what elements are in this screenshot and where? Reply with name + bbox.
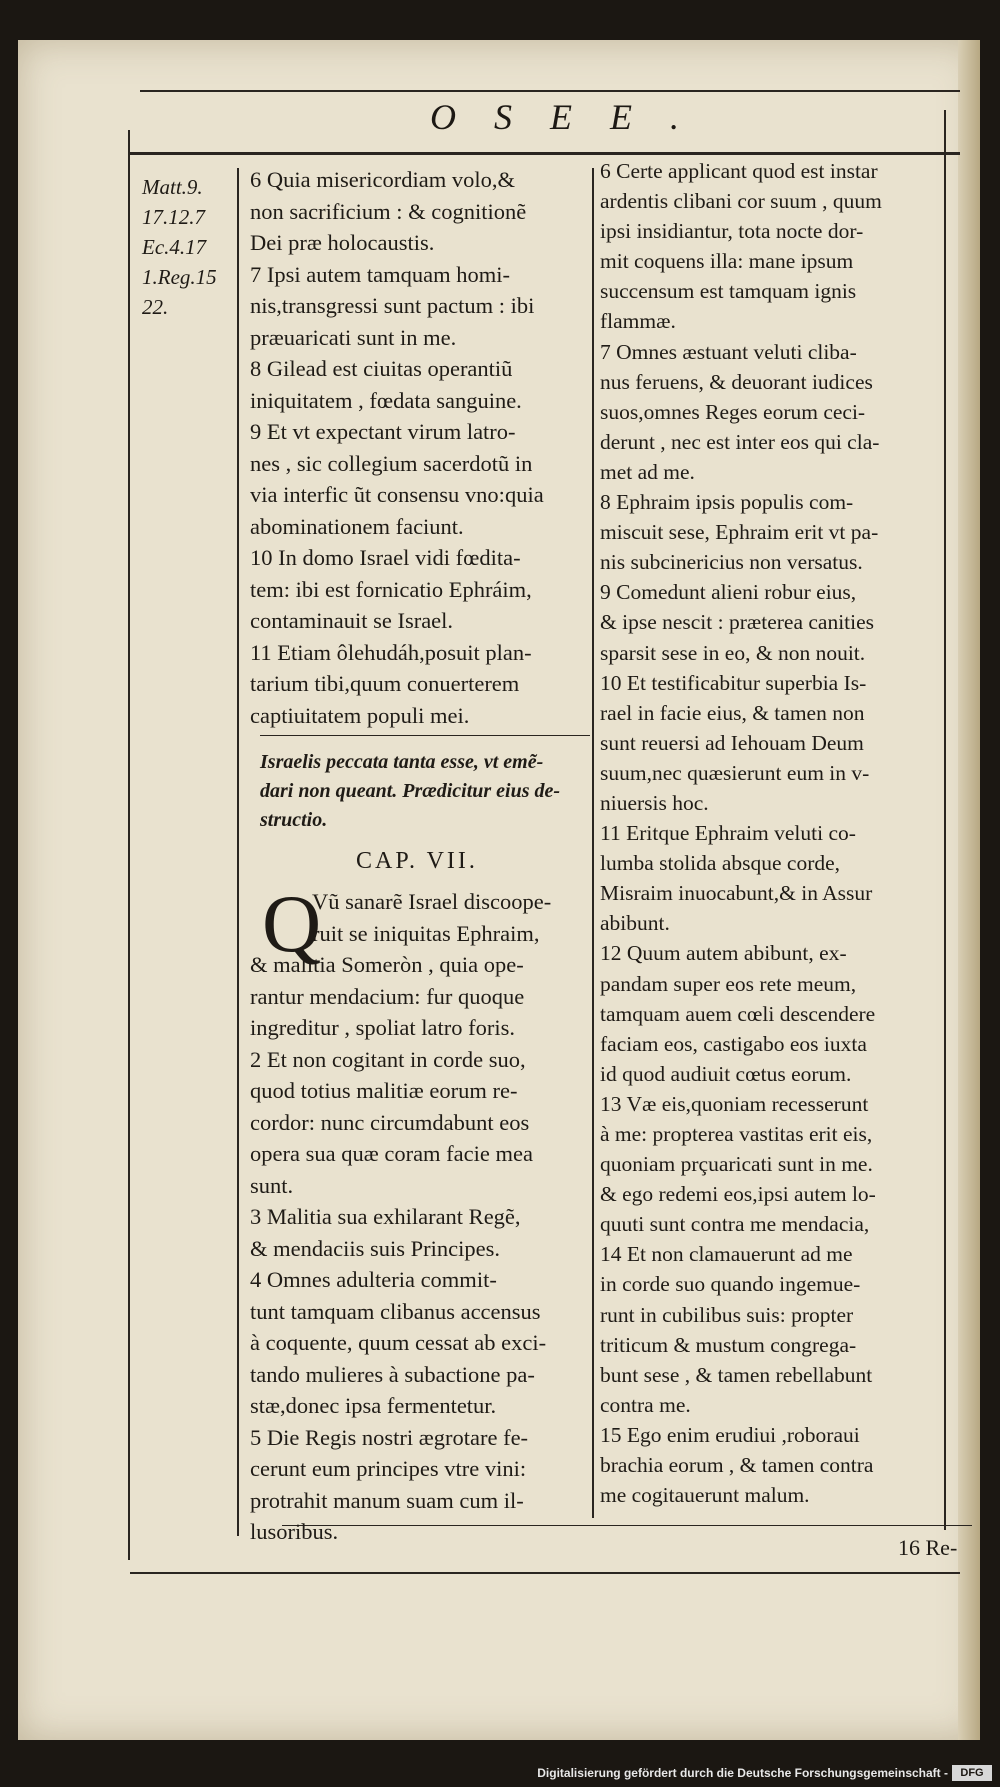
text-line: suos,omnes Reges eorum ceci- bbox=[600, 399, 866, 424]
column-divider bbox=[592, 168, 594, 1518]
right-column bbox=[600, 156, 945, 1510]
header-rule-bottom bbox=[130, 152, 960, 155]
text-line: & ego redemi eos,ipsi autem lo- bbox=[600, 1182, 876, 1207]
text-line: 7 Ipsi autem tamquam homi- bbox=[250, 261, 510, 287]
text-line: à coquente, quum cessat ab exci- bbox=[250, 1330, 547, 1355]
margin-ref: 17.12.7 bbox=[142, 205, 205, 229]
text-line: lumba stolida absque corde, bbox=[600, 851, 841, 876]
text-line: 6 Quia misericordiam volo,& bbox=[250, 167, 515, 192]
text-line: quuti sunt contra me mendacia, bbox=[600, 1212, 870, 1237]
text-line: opera sua quæ coram facie mea bbox=[250, 1141, 533, 1166]
text-line: niuersis hoc. bbox=[600, 790, 709, 815]
text-line: 11 Etiam ôlehudáh,posuit plan- bbox=[250, 639, 532, 665]
margin-ref: Ec.4.17 bbox=[142, 235, 207, 259]
text-line: quoniam prçuaricati sunt in me. bbox=[600, 1152, 873, 1177]
text-line: ardentis clibani cor suum , quum bbox=[600, 189, 882, 214]
text-line: 11 Eritque Ephraim veluti co- bbox=[600, 821, 856, 846]
text-line: contra me. bbox=[600, 1392, 691, 1417]
text-line: 2 Et non cogitant in corde suo, bbox=[250, 1046, 526, 1072]
text-line: nes , sic collegium sacerdotũ in bbox=[250, 450, 533, 476]
text-line: rael in facie eius, & tamen non bbox=[600, 700, 865, 725]
text-line: Vũ sanarẽ Israel discoope- bbox=[312, 889, 552, 914]
text-line: quod totius malitiæ eorum re- bbox=[250, 1078, 518, 1103]
text-line: sunt reuersi ad Iehouam Deum bbox=[600, 730, 864, 755]
text-line: triticum & mustum congrega- bbox=[600, 1332, 857, 1357]
text-line: tamquam auem cœli descendere bbox=[600, 1001, 876, 1026]
margin-ref: Matt.9. bbox=[142, 175, 203, 199]
catchword: 16 Re- bbox=[898, 1535, 958, 1560]
text-line: nus feruens, & deuorant iudices bbox=[600, 369, 873, 394]
text-line: miscuit sese, Ephraim erit vt pa- bbox=[600, 520, 879, 545]
text-line: 8 Ephraim ipsis populis com- bbox=[600, 490, 854, 515]
text-line: Misraim inuocabunt,& in Assur bbox=[600, 881, 873, 906]
text-line: ingreditur , spoliat latro foris. bbox=[250, 1015, 515, 1040]
marginal-references bbox=[142, 172, 230, 322]
text-line: 9 Comedunt alieni robur eius, bbox=[600, 580, 857, 605]
text-line: 15 Ego enim erudiui ,roboraui bbox=[600, 1422, 860, 1447]
text-line: tando mulieres à subactione pa- bbox=[250, 1361, 535, 1387]
text-line: 12 Quum autem abibunt, ex- bbox=[600, 941, 847, 966]
text-line: succensum est tamquam ignis bbox=[600, 279, 857, 304]
margin-ref: 22. bbox=[142, 295, 169, 319]
text-line: contaminauit se Israel. bbox=[250, 608, 454, 633]
text-line: abibunt. bbox=[600, 911, 670, 936]
text-line: 4 Omnes adulteria commit- bbox=[250, 1267, 497, 1292]
text-line: lusoribus. bbox=[250, 1519, 339, 1544]
running-head: OSEE. bbox=[430, 97, 717, 137]
text-line: via interfic ũt consensu vno:quia bbox=[250, 482, 544, 507]
text-line: sunt. bbox=[250, 1172, 294, 1198]
text-line: ruit se iniquitas Ephraim, bbox=[312, 920, 540, 946]
text-line: rantur mendacium: fur quoque bbox=[250, 983, 525, 1009]
text-line: non sacrificium : & cognitionẽ bbox=[250, 198, 527, 224]
text-line: præuaricati sunt in me. bbox=[250, 324, 457, 350]
text-line: brachia eorum , & tamen contra bbox=[600, 1453, 874, 1478]
margin-ref: 1.Reg.15 bbox=[142, 265, 217, 289]
footer-credit: Digitalisierung gefördert durch die Deutsche Forschungsgemeinschaft - bbox=[537, 1766, 948, 1780]
text-line: id quod audiuit cœtus eorum. bbox=[600, 1061, 852, 1086]
text-line: suum,nec quæsierunt eum in v- bbox=[600, 760, 870, 785]
text-line: ipsi insidiantur, tota nocte dor- bbox=[600, 219, 864, 244]
text-line: me cogitauerunt malum. bbox=[600, 1483, 810, 1508]
text-line: abominationem faciunt. bbox=[250, 513, 464, 539]
text-line: iniquitatem , fœdata sanguine. bbox=[250, 387, 522, 413]
drop-cap: Q bbox=[262, 878, 322, 969]
summary-line: structio. bbox=[260, 809, 328, 831]
margin-rule bbox=[237, 168, 239, 1536]
summary-rule bbox=[260, 735, 590, 736]
text-line: 3 Malitia sua exhilarant Regẽ, bbox=[250, 1204, 521, 1229]
text-line: derunt , nec est inter eos qui cla- bbox=[600, 429, 880, 454]
chapter-summary bbox=[260, 748, 600, 835]
text-line: 9 Et vt expectant virum latro- bbox=[250, 419, 516, 444]
digitization-footer bbox=[0, 1762, 1000, 1787]
summary-line: dari non queant. Prædicitur eius de- bbox=[260, 780, 561, 802]
text-line: in corde suo quando ingemue- bbox=[600, 1272, 861, 1297]
text-line: Dei præ holocaustis. bbox=[250, 230, 435, 255]
page-edge bbox=[958, 40, 980, 1740]
text-line: & mendaciis suis Principes. bbox=[250, 1235, 500, 1261]
text-line: 7 Omnes æstuant veluti cliba- bbox=[600, 339, 857, 364]
left-column-chapter bbox=[250, 878, 590, 1548]
text-line: & ipse nescit : præterea canities bbox=[600, 610, 875, 635]
text-line: tem: ibi est fornicatio Ephráim, bbox=[250, 576, 532, 602]
text-line: faciam eos, castigabo eos iuxta bbox=[600, 1031, 867, 1056]
text-line: nis,transgressi sunt pactum : ibi bbox=[250, 293, 535, 318]
text-line: mit coquens illa: mane ipsum bbox=[600, 249, 854, 274]
text-line: 6 Certe applicant quod est instar bbox=[600, 159, 878, 183]
dfg-logo: DFG bbox=[952, 1765, 992, 1781]
text-line: à me: propterea vastitas erit eis, bbox=[600, 1122, 873, 1146]
text-line: cerunt eum principes vtre vini: bbox=[250, 1456, 527, 1481]
text-line: captiuitatem populi mei. bbox=[250, 702, 470, 728]
text-line: 5 Die Regis nostri ægrotare fe- bbox=[250, 1424, 529, 1450]
text-line: cordor: nunc circumdabunt eos bbox=[250, 1109, 530, 1135]
header-rule-top bbox=[140, 90, 960, 92]
text-line: sparsit sese in eo, & non nouit. bbox=[600, 640, 866, 665]
text-line: runt in cubilibus suis: propter bbox=[600, 1302, 854, 1327]
text-line: 8 Gilead est ciuitas operantiũ bbox=[250, 356, 513, 381]
text-line: nis subcinericius non versatus. bbox=[600, 550, 863, 575]
text-line: tarium tibi,quum conuerterem bbox=[250, 671, 520, 696]
summary-line: Israelis peccata tanta esse, vt emẽ- bbox=[260, 751, 544, 773]
text-line: pandam super eos rete meum, bbox=[600, 971, 857, 996]
text-line: met ad me. bbox=[600, 459, 695, 484]
left-frame-rule bbox=[128, 130, 130, 1560]
text-line: 10 Et testificabitur superbia Is- bbox=[600, 670, 867, 695]
text-line: 14 Et non clamauerunt ad me bbox=[600, 1242, 853, 1267]
text-line: bunt sese , & tamen rebellabunt bbox=[600, 1362, 873, 1387]
text-line: flammæ. bbox=[600, 309, 676, 334]
text-line: protrahit manum suam cum il- bbox=[250, 1487, 524, 1513]
text-line: 13 Væ eis,quoniam recesserunt bbox=[600, 1091, 869, 1116]
chapter-heading: CAP. VII. bbox=[356, 848, 478, 874]
text-line: stæ,donec ipsa fermentetur. bbox=[250, 1393, 497, 1418]
text-line: 10 In domo Israel vidi fœdita- bbox=[250, 545, 521, 570]
text-line: tunt tamquam clibanus accensus bbox=[250, 1298, 541, 1324]
text-line: & malitia Someròn , quia ope- bbox=[250, 952, 524, 977]
left-column-upper bbox=[250, 164, 590, 731]
bottom-rule bbox=[130, 1572, 960, 1574]
